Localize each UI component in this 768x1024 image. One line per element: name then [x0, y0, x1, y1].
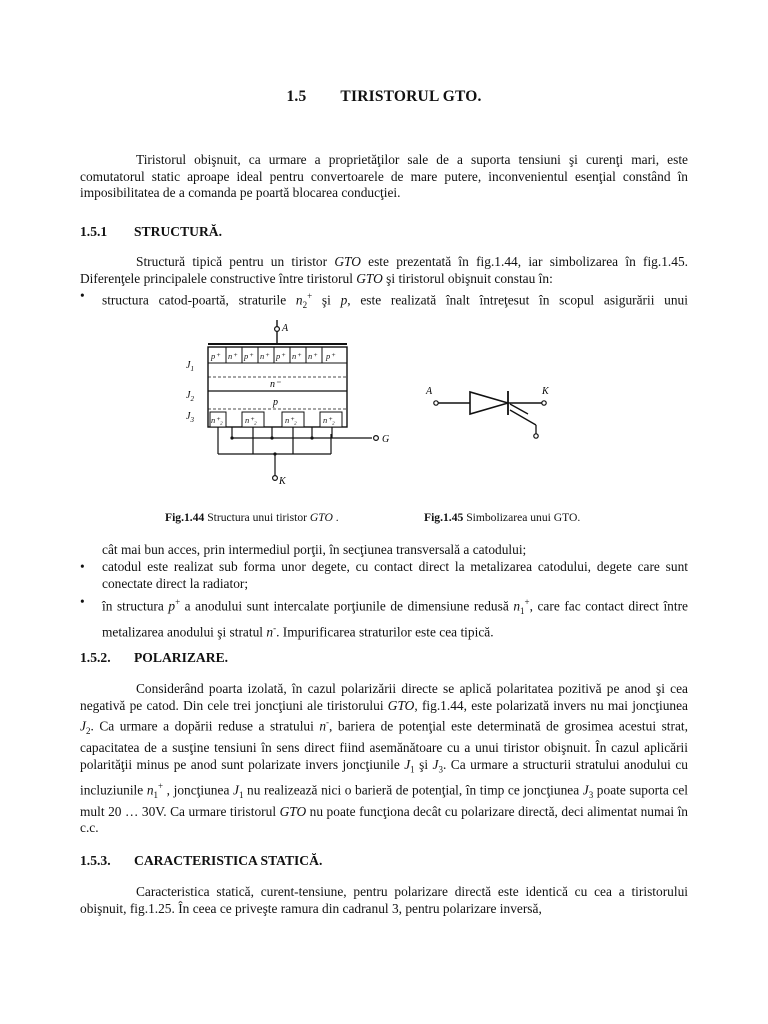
heading-structura: 1.5.1 STRUCTURĂ. — [80, 224, 222, 239]
svg-text:p⁺: p⁺ — [276, 351, 285, 361]
svg-text:n⁺₂: n⁺₂ — [323, 415, 335, 425]
intro-paragraph: Tiristorul obişnuit, ca urmare a proprietăţilor sale de a suporta tensiuni şi curenţi mari, este comutatorul static aproape ideal pentru convertoarele de mare putere, inconvenientul esenţial constând în imposibilitatea de a comanda pe poartă blocarea conducţiei. — [80, 152, 688, 201]
bullet-3: • în structura p+ a anodului sunt intercalate porţiunile de dimensiune redusă $n_1^+$, care fac contact direct între metalizarea anodului şi stratul n-. Impurificarea straturilor este cea tipică. — [80, 594, 688, 640]
svg-text:p⁺: p⁺ — [326, 351, 335, 361]
svg-text:p⁺: p⁺ — [211, 351, 220, 361]
svg-text:n⁺₂: n⁺₂ — [285, 415, 297, 425]
heading-polarizare: 1.5.2. POLARIZARE. — [80, 650, 229, 665]
heading-caracteristica: 1.5.3. CARACTERISTICA STATICĂ. — [80, 853, 323, 868]
section-title-text: TIRISTORUL GTO. — [340, 88, 482, 105]
n-minus-label: n⁻ — [270, 379, 281, 390]
symbol-anode-label: A — [426, 386, 433, 397]
cathode-label: K — [279, 476, 286, 487]
svg-text:n⁺₂: n⁺₂ — [245, 415, 257, 425]
section-number: 1.5 — [286, 88, 307, 105]
symbol-cathode-label: K — [542, 386, 549, 397]
svg-text:n⁺: n⁺ — [228, 351, 237, 361]
svg-text:n⁺: n⁺ — [292, 351, 301, 361]
svg-text:n⁺: n⁺ — [260, 351, 269, 361]
bullet-dot: • — [80, 288, 85, 303]
svg-text:J1: $J_1$ — [186, 360, 194, 373]
polarization-paragraph: Considerând poarta izolată, în cazul polarizării directe se aplică polaritatea pozitivă pe anod şi cea negativă pe catod. Din cele trei joncţiuni ale tiristorului GTO, fig.1.44, este polarizată invers nu mai joncţiunea $J_2$. Ca urmare a dopării reduse a stratului n-, bariera de potenţial este determinată de grosimea acestui strat, capacitatea de a susţine tensiuni în sens direct fiind asemănătoare cu a unui tiristor obişnuit. În cazul aplicării polarităţii minus pe anod sunt polarizate invers joncţiunile $J_1$ şi $J_3$. Ca urmare a structurii stratului anodului cu incluziunile $n_1^+$ , joncţiunea $J_1$ nu realizează nici o barieră de potenţial, în timp ce joncţiunea $J_3$ poate suporta cel mult 20 … 30V. Ca urmare tiristorul GTO nu poate funcţiona decât cu polarizare directă, deci alimentat numai în c.c. — [80, 681, 688, 836]
svg-text:J3: $J_3$ — [186, 411, 194, 424]
bullet-2: • catodul este realizat sub forma unor degete, cu contact direct la metalizarea catodului, degete care sunt conectate direct la radiator; — [80, 559, 688, 591]
svg-text:J2: $J_2$ — [186, 390, 194, 403]
static-characteristic-paragraph: Caracteristica statică, curent-tensiune, pentru polarizare directă este identică cu cea a tiristorului obişnuit, fig.1.25. În ceea ce priveşte ramura din cadranul 3, pentru polarizare inversă, — [80, 884, 688, 916]
structure-paragraph: Structură tipică pentru un tiristor GTO este prezentată în fig.1.44, iar simbolizarea în fig.1.45. Diferenţele principalele constructive între tiristorul GTO şi tiristorul obişnuit constau în: — [80, 254, 689, 286]
bullet-1-continuation: cât mai bun acces, prin intermediul porţii, în secţiunea transversală a catodului; — [102, 542, 527, 557]
caption-fig-1-45: Fig.1.45 Simbolizarea unui GTO. — [424, 511, 581, 524]
figure-1-45-symbol — [424, 378, 564, 442]
anode-label: A — [282, 323, 289, 334]
gate-label: G — [382, 434, 390, 445]
p-layer-label: p — [273, 397, 278, 408]
svg-text:p⁺: p⁺ — [244, 351, 253, 361]
caption-fig-1-44: Fig.1.44 Structura unui tiristor GTO . — [165, 511, 339, 524]
svg-text:n⁺₂: n⁺₂ — [211, 415, 223, 425]
bullet-1: • structura catod-poartă, straturile $n_2^+$ şi p, este realizată înalt întreţesut în scopul asigurării unui — [80, 288, 688, 311]
section-title — [0, 88, 768, 106]
figure-1-44-structure — [180, 316, 390, 494]
svg-text:n⁺: n⁺ — [308, 351, 317, 361]
